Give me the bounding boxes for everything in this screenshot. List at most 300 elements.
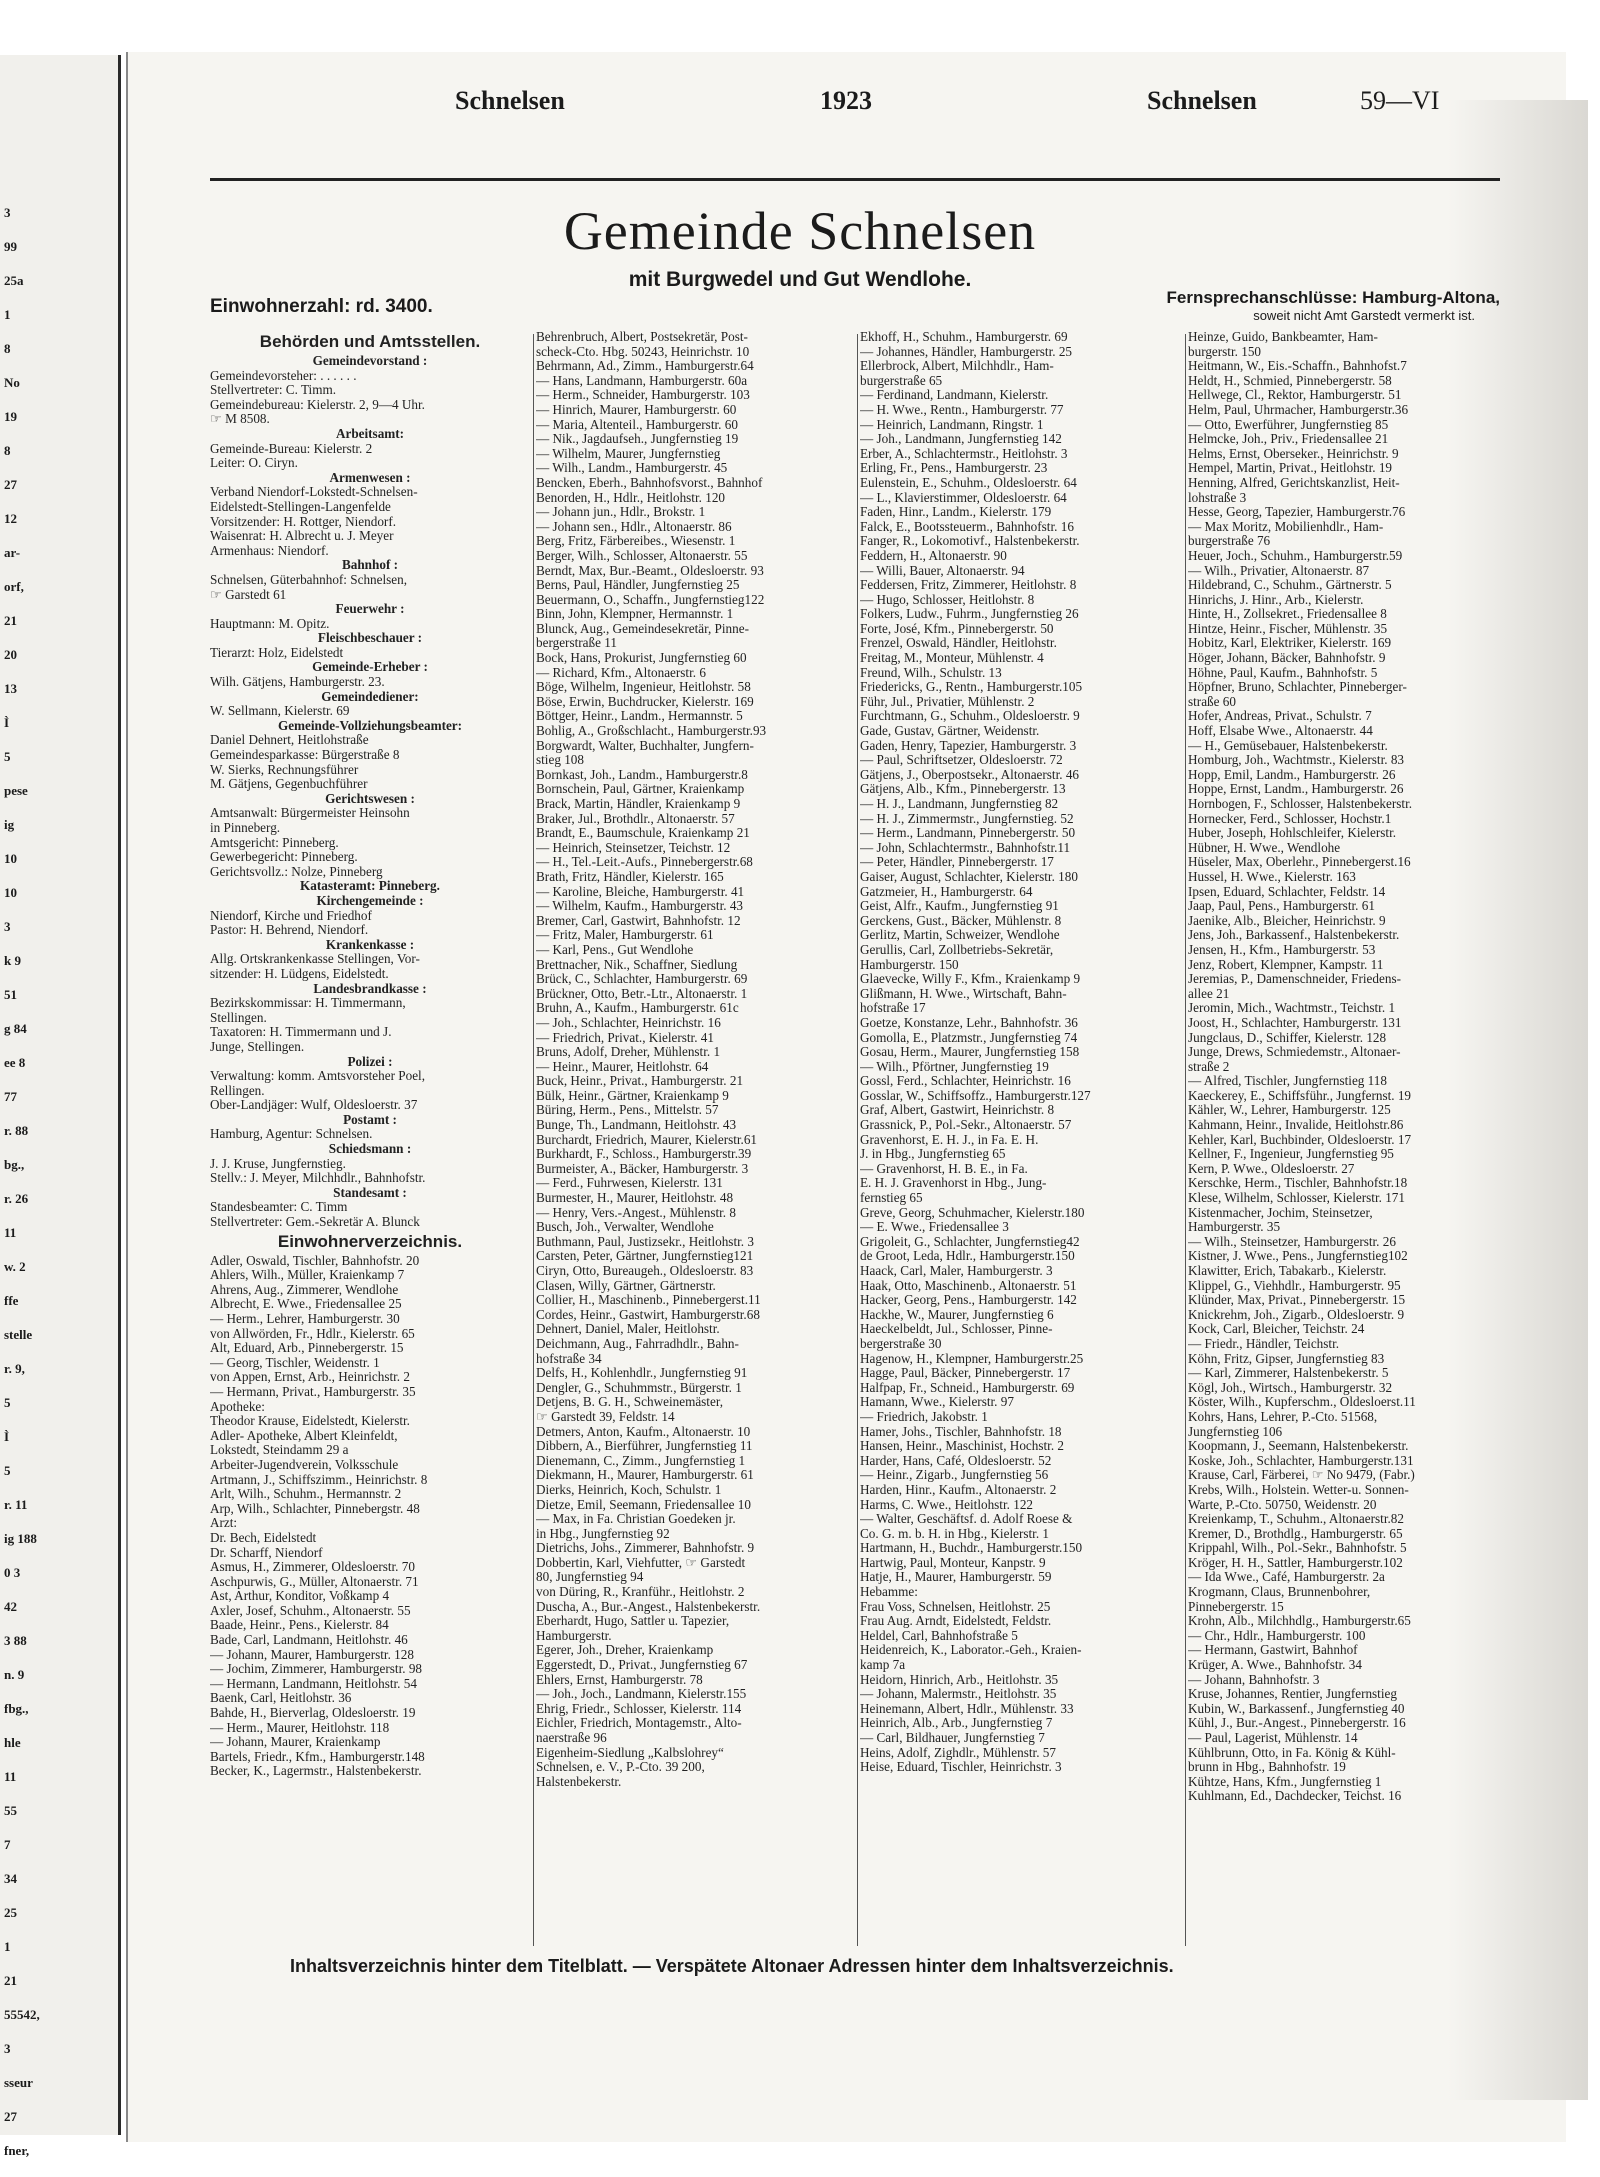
header-rule [210,178,1500,181]
directory-entry: straße 2 [1188,1059,1230,1074]
directory-entry: — Johann, Maurer, Hamburgerstr. 128 [210,1647,414,1662]
directory-entry: Bornkast, Joh., Landm., Hamburgerstr.8 [536,767,748,782]
directory-entry: naerstraße 96 [536,1731,607,1745]
directory-entry: — Wilhelm, Maurer, Jungfernstieg [536,446,721,461]
directory-entry: Friedericks, G., Rentn., Hamburgerstr.105 [860,680,1083,695]
directory-entry: Glißmann, H. Wwe., Wirtschaft, Bahn- [860,986,1067,1001]
directory-entry: — Georg, Tischler, Weidenstr. 1 [210,1355,380,1370]
margin-fragment: w. 2 [4,1259,26,1274]
directory-entry: Dietrichs, Johs., Zimmerer, Bahnhofstr. 9 [536,1541,755,1556]
directory-entry: Heidorn, Hinrich, Arb., Heitlohstr. 35 [860,1672,1059,1687]
directory-entry: Köhn, Fritz, Gipser, Jungfernstieg 83 [1188,1351,1385,1366]
directory-entry: Bornschein, Paul, Gärtner, Kraienkamp [536,782,745,797]
directory-entry: Burkhardt, F., Schloss., Hamburgerstr.39 [536,1147,752,1162]
directory-entry: Feddern, H., Altonaerstr. 90 [860,548,1007,563]
directory-entry: Gemeindesparkasse: Bürgerstraße 8 [210,748,400,763]
directory-entry: — Alfred, Tischler, Jungfernstieg 118 [1188,1074,1387,1089]
directory-entry: Forte, José, Kfm., Pinnebergerstr. 50 [860,621,1054,636]
margin-fragment: 12 [4,511,17,526]
directory-entry: Warte, P.-Cto. 50750, Weidenstr. 20 [1188,1497,1377,1512]
directory-entry: — Max, in Fa. Christian Goedeken jr. [536,1512,736,1527]
directory-entry: Büring, Herm., Pens., Mittelstr. 57 [536,1103,719,1118]
margin-fragment: 3 [4,2041,11,2056]
directory-entry: Tierarzt: Holz, Eidelstedt [210,645,344,660]
directory-entry: Jaap, Paul, Pens., Hamburgerstr. 61 [1188,899,1375,914]
directory-entry: — Wilh., Pförtner, Jungfernstieg 19 [860,1059,1049,1074]
subsection-heading: Fleischbeschauer : [317,631,423,646]
directory-entry: Dierks, Heinrich, Koch, Schulstr. 1 [536,1482,722,1497]
margin-fragment: 3 [4,919,11,934]
directory-entry: Feddersen, Fritz, Zimmerer, Heitlohstr. 8 [860,578,1077,593]
directory-entry: Dehnert, Daniel, Maler, Heitlohstr. [536,1322,720,1337]
directory-entry: Kohrs, Hans, Lehrer, P.-Cto. 51568, [1188,1409,1378,1424]
directory-entry: burgerstraße 76 [1188,534,1271,549]
directory-entry: Behrenbruch, Albert, Postsekretär, Post- [536,330,748,344]
subsection-heading: Bahnhof : [341,558,399,573]
directory-entry: Jenz, Robert, Klempner, Kampstr. 11 [1188,957,1384,972]
margin-fragment: stelle [4,1327,33,1342]
directory-entry: Glaevecke, Willy F., Kfm., Kraienkamp 9 [860,972,1081,987]
directory-entry: Gade, Gustav, Gärtner, Weidenstr. [860,724,1040,739]
directory-entry: Hopp, Emil, Landm., Hamburgerstr. 26 [1188,767,1396,782]
directory-entry: Stellvertreter: C. Timm. [210,383,337,398]
directory-entry: Allg. Ortskrankenkasse Stellingen, Vor- [210,952,420,967]
subsection-heading: Gemeinde-Vollziehungsbeamter: [277,718,463,733]
margin-fragment: g 84 [4,1021,27,1036]
column-divider [1185,334,1186,1946]
directory-entry: Cordes, Heinr., Gastwirt, Hamburgerstr.68 [536,1307,760,1322]
directory-entry: Graf, Albert, Gastwirt, Heinrichstr. 8 [860,1103,1055,1118]
margin-fragment: sseur [4,2075,33,2090]
directory-entry: Junge, Drews, Schmiedemstr., Altonaer- [1188,1045,1401,1060]
margin-fragment: 27 [4,2109,17,2124]
directory-entry: — Chr., Hdlr., Hamburgerstr. 100 [1188,1628,1366,1643]
directory-entry: Gossl, Ferd., Schlachter, Heinrichstr. 16 [860,1074,1071,1089]
directory-entry: — Johann, Maurer, Kraienkamp [210,1735,381,1750]
subsection-heading: Landesbrandkasse : [313,981,427,996]
margin-fragment: 8 [4,341,11,356]
directory-entry: burgerstraße 65 [860,373,943,388]
directory-entry: — Hermann, Privat., Hamburgerstr. 35 [210,1384,416,1399]
directory-entry: bergerstraße 11 [536,636,617,651]
directory-entry: Jaenike, Alb., Bleicher, Heinrichstr. 9 [1188,913,1386,928]
margin-fragment: 27 [4,477,17,492]
margin-fragment: 10 [4,885,17,900]
directory-entry: Hoppe, Ernst, Landm., Hamburgerstr. 26 [1188,782,1404,797]
directory-entry: Bade, Carl, Landmann, Heitlohstr. 46 [210,1633,408,1648]
subsection-heading: Polizei : [347,1054,393,1069]
directory-entry: Hacker, Georg, Pens., Hamburgerstr. 142 [860,1293,1077,1308]
margin-fragment: 55 [4,1803,17,1818]
margin-fragment: 13 [4,681,17,696]
directory-entry: Hebamme: [860,1585,918,1600]
directory-entry: Krüger, A. Wwe., Bahnhofstr. 34 [1188,1658,1362,1673]
directory-entry: M. Gätjens, Gegenbuchführer [210,777,368,792]
directory-entry: Berger, Wilh., Schlosser, Altonaerstr. 55 [536,548,748,563]
directory-entry: Grigoleit, G., Schlachter, Jungfernstieg42 [860,1234,1080,1249]
directory-entry: — Johann sen., Hdlr., Altonaerstr. 86 [536,519,732,534]
directory-entry: Dibbern, A., Bierführer, Jungfernstieg 11 [536,1439,753,1454]
directory-entry: Kock, Carl, Bleicher, Teichstr. 24 [1188,1322,1365,1337]
directory-entry: Stellv.: J. Meyer, Milchhdlr., Bahnhofstr. [210,1171,426,1186]
directory-entry: Kögl, Joh., Wirtsch., Hamburgerstr. 32 [1188,1380,1393,1395]
margin-fragment: 21 [4,1973,17,1988]
margin-fragment: 19 [4,409,17,424]
phone-note-detail: soweit nicht Amt Garstedt vermerkt ist. [1253,308,1475,323]
directory-entry: Clasen, Willy, Gärtner, Gärtnerstr. [536,1278,716,1293]
directory-entry: Faden, Hinr., Landm., Kielerstr. 179 [860,505,1052,520]
directory-entry: — Joh., Schlachter, Heinrichstr. 16 [536,1015,721,1030]
directory-entry: Kröger, H. H., Sattler, Hamburgerstr.102 [1188,1555,1403,1570]
margin-fragment: ee 8 [4,1055,26,1070]
directory-entry: Pinnebergerstr. 15 [1188,1599,1284,1614]
margin-fragment: 5 [4,1463,11,1478]
directory-entry: Halstenbekerstr. [536,1774,622,1789]
directory-entry: Heinemann, Albert, Hdlr., Mühlenstr. 33 [860,1701,1074,1716]
directory-entry: Goetze, Konstanze, Lehr., Bahnhofstr. 36 [860,1015,1078,1030]
margin-fragment: ig 188 [4,1531,37,1546]
margin-fragment: pese [4,783,28,798]
directory-entry: Ahlers, Wilh., Müller, Kraienkamp 7 [210,1268,405,1283]
directory-entry: — Richard, Kfm., Altonaerstr. 6 [536,665,706,680]
directory-entry: — Hermann, Gastwirt, Bahnhof [1188,1643,1358,1658]
margin-fragment: 34 [4,1871,17,1886]
directory-entry: Köster, Wilh., Kupferschm., Oldesloerst.11 [1188,1395,1416,1410]
directory-entry: Ober-Landjäger: Wulf, Oldesloerstr. 37 [210,1098,418,1113]
directory-entry: Hamann, Wwe., Kielerstr. 97 [860,1395,1014,1410]
directory-entry: Bock, Hans, Prokurist, Jungfernstieg 60 [536,651,747,666]
directory-entry: in Pinneberg. [210,821,281,835]
directory-entry: — Johann jun., Hdlr., Brokstr. 1 [536,505,706,520]
directory-entry: Deichmann, Aug., Fahrradhdlr., Bahn- [536,1336,739,1351]
directory-entry: Bencken, Eberh., Bahnhofsvorst., Bahnhof [536,475,763,490]
directory-entry: Arlt, Wilh., Schuhm., Hermannstr. 2 [210,1487,402,1502]
directory-entry: — H. Wwe., Rentn., Hamburgerstr. 77 [860,402,1064,417]
directory-entry: brunn in Hbg., Bahnhofstr. 19 [1188,1760,1346,1775]
directory-entry: Braker, Jul., Brothdlr., Altonaerstr. 57 [536,811,735,826]
directory-entry: bergerstraße 30 [860,1336,942,1351]
directory-entry: — Henry, Vers.-Angest., Mühlenstr. 8 [536,1205,736,1220]
directory-entry: Heldel, Carl, Bahnhofstraße 5 [860,1628,1018,1643]
directory-entry: Jeromin, Mich., Wachtmstr., Teichstr. 1 [1188,1001,1396,1016]
directory-entry: — John, Schlachtermstr., Bahnhofstr.11 [860,840,1071,855]
margin-fragment: 42 [4,1599,17,1614]
directory-entry: — Karl, Pens., Gut Wendlohe [536,942,694,957]
directory-entry: Hartwig, Paul, Monteur, Kanpstr. 9 [860,1555,1046,1570]
directory-entry: Heitmann, W., Eis.-Schaffn., Bahnhofst.7 [1188,359,1407,374]
directory-entry: Beuermann, O., Schaffn., Jungfernstieg122 [536,592,765,607]
margin-fragment: ffe [4,1293,19,1308]
directory-entry: Theodor Krause, Eidelstedt, Kielerstr. [210,1414,410,1429]
margin-fragment: hle [4,1735,21,1750]
directory-entry: Helm, Paul, Uhrmacher, Hamburgerstr.36 [1188,402,1409,417]
directory-entry: Brath, Fritz, Händler, Kielerstr. 165 [536,869,724,884]
directory-entry: — Karoline, Bleiche, Hamburgerstr. 41 [536,884,745,899]
directory-entry: Hintze, Heinr., Fischer, Mühlenstr. 35 [1188,621,1388,636]
directory-entry: Krause, Carl, Färberei, ☞ No 9479, (Fabr.) [1188,1468,1415,1483]
margin-fragment: r. 9, [4,1361,25,1376]
margin-fragment: orf, [4,579,24,594]
directory-entry: Klippel, G., Viehhdlr., Hamburgerstr. 95 [1188,1278,1401,1293]
directory-entry: Leiter: O. Ciryn. [210,456,298,471]
directory-entry: Bahde, H., Bierverlag, Oldesloerstr. 19 [210,1706,416,1721]
directory-entry: Knickrehm, Joh., Zigarb., Oldesloerstr. 9 [1188,1307,1405,1322]
directory-entry: Erber, A., Schlachtermstr., Heitlohstr. 3 [860,446,1068,461]
directory-entry: Folkers, Ludw., Fuhrm., Jungfernstieg 26 [860,607,1079,622]
directory-entry: lohstraße 3 [1188,490,1247,505]
directory-entry: Hobitz, Karl, Elektriker, Kielerstr. 169 [1188,636,1392,651]
directory-entry: Hornbogen, F., Schlosser, Halstenbekerstr. [1188,797,1413,811]
page-subtitle: mit Burgwedel und Gut Wendlohe. [628,268,972,291]
directory-entry: Kistner, J. Wwe., Pens., Jungfernstieg102 [1188,1249,1408,1264]
directory-entry: Waisenrat: H. Albrecht u. J. Meyer [210,529,394,544]
directory-entry: — H., Gemüsebauer, Halstenbekerstr. [1188,738,1388,753]
subsection-heading: Gemeindevorstand : [312,354,428,368]
directory-entry: — Heinrich, Steinsetzer, Teichstr. 12 [536,840,731,855]
column-divider [857,334,858,1946]
directory-entry: Verwaltung: komm. Amtsvorsteher Poel, [210,1069,426,1084]
directory-entry: Adler, Oswald, Tischler, Bahnhofstr. 20 [210,1253,420,1268]
directory-entry: Niendorf, Kirche und Friedhof [210,908,372,923]
directory-entry: Henning, Alfred, Gerichtskanzlist, Heit- [1188,475,1400,490]
directory-entry: Böge, Wilhelm, Ingenieur, Heitlohstr. 58 [536,680,751,695]
directory-entry: Benorden, H., Hdlr., Heitlohstr. 120 [536,490,726,505]
directory-entry: Geist, Alfr., Kaufm., Jungfernstieg 91 [860,899,1059,914]
directory-entry: — Friedr., Händler, Teichstr. [1188,1336,1340,1351]
directory-entry: Bartels, Friedr., Kfm., Hamburgerstr.148 [210,1749,425,1764]
directory-entry: Eggerstedt, D., Privat., Jungfernstieg 67 [536,1658,748,1673]
directory-entry: — Paul, Lagerist, Mühlenstr. 14 [1188,1731,1358,1745]
directory-entry: Haak, Otto, Maschinenb., Altonaerstr. 51 [860,1278,1077,1293]
directory-entry: Stellingen. [210,1010,267,1025]
directory-entry: J. in Hbg., Jungfernstieg 65 [860,1147,1006,1162]
directory-entry: — Herm., Landmann, Pinnebergerstr. 50 [860,826,1076,841]
directory-entry: Kruse, Johannes, Rentier, Jungfernstieg [1188,1687,1397,1702]
directory-entry: Becker, K., Lagermstr., Halstenbekerstr. [210,1764,422,1779]
directory-entry: — Herm., Lehrer, Hamburgerstr. 30 [210,1312,400,1326]
margin-fragment: r. 26 [4,1191,29,1206]
directory-entry: — Heinr., Zigarb., Jungfernstieg 56 [860,1468,1049,1483]
directory-entry: — Johann, Malermstr., Heitlohstr. 35 [860,1687,1057,1702]
directory-entry: Falck, E., Bootssteuerm., Bahnhofstr. 16 [860,519,1074,534]
directory-entry: Kubin, W., Barkassenf., Jungfernstieg 40 [1188,1701,1405,1716]
directory-entry: — Karl, Zimmerer, Halstenbekerstr. 5 [1188,1366,1389,1381]
directory-entry: — Max Moritz, Mobilienhdlr., Ham- [1188,519,1384,534]
margin-fragment: 25 [4,1905,17,1920]
directory-entry: Frau Voss, Schnelsen, Heitlohstr. 25 [860,1599,1051,1614]
directory-entry: — Fritz, Maler, Hamburgerstr. 61 [536,928,714,943]
directory-entry: Gemeindebureau: Kielerstr. 2, 9—4 Uhr. [210,397,425,412]
directory-entry: Heins, Adolf, Zighdlr., Mühlenstr. 57 [860,1745,1056,1760]
margin-fragment: r. 88 [4,1123,29,1138]
directory-entry: — Gravenhorst, H. B. E., in Fa. [860,1161,1028,1176]
directory-entry: Brack, Martin, Händler, Kraienkamp 9 [536,797,741,811]
directory-entry: Kähler, W., Lehrer, Hamburgerstr. 125 [1188,1103,1391,1118]
directory-entry: Hildebrand, C., Schuhm., Gärtnerstr. 5 [1188,578,1392,593]
directory-entry: Eigenheim-Siedlung „Kalbslohrey“ [536,1745,724,1760]
directory-entry: Bremer, Carl, Gastwirt, Bahnhofstr. 12 [536,913,741,928]
column-2 [536,330,854,1950]
margin-fragment: n. 9 [4,1667,25,1682]
directory-entry: Jeremias, P., Damenschneider, Friedens- [1188,972,1401,987]
directory-entry: Bohlig, A., Großschlacht., Hamburgerstr.93 [536,724,767,739]
margin-fragment: 51 [4,987,17,1002]
directory-entry: — Heinrich, Landmann, Ringstr. 1 [860,417,1044,432]
previous-page-margin [0,55,121,2158]
directory-entry: — Friedrich, Privat., Kielerstr. 41 [536,1030,714,1045]
directory-entry: Hamburg, Agentur: Schnelsen. [210,1127,373,1142]
margin-fragment: Ì [4,715,10,730]
page-footer-note: Inhaltsverzeichnis hinter dem Titelblatt. — Verspätete Altonaer Adressen hinter dem Inhaltsverzeichnis. [290,1956,1174,1976]
directory-entry: — Paul, Schriftsetzer, Oldesloerstr. 72 [860,753,1063,768]
directory-entry: Heinze, Guido, Bankbeamter, Ham- [1188,330,1378,344]
directory-entry: stieg 108 [536,753,584,768]
directory-entry: hofstraße 34 [536,1351,602,1366]
directory-entry: Arbeiter-Jugendverein, Volksschule [210,1457,399,1472]
directory-entry: Ellerbrock, Albert, Milchhdlr., Ham- [860,359,1054,374]
directory-entry: Harms, C. Wwe., Heitlohstr. 122 [860,1497,1034,1512]
directory-entry: Jens, Joh., Barkassenf., Halstenbekerstr. [1188,928,1400,943]
directory-entry: kamp 7a [860,1658,906,1673]
directory-entry: Hesse, Georg, Tapezier, Hamburgerstr.76 [1188,505,1406,520]
margin-fragment: 55542, [4,2007,40,2022]
directory-entry: Freund, Wilh., Schulstr. 13 [860,665,1002,680]
directory-entry: Ehrig, Friedr., Schlosser, Kielerstr. 114 [536,1701,742,1716]
phone-note-heading: Fernsprechanschlüsse: Hamburg-Altona, [1166,288,1500,307]
directory-entry: Detjens, B. G. H., Schweinemäster, [536,1395,723,1410]
directory-entry: Amtsgericht: Pinneberg. [210,835,339,850]
directory-entry: Harder, Hans, Café, Oldesloerstr. 52 [860,1453,1052,1468]
directory-entry: — Heinr., Maurer, Heitlohstr. 64 [536,1059,709,1074]
directory-entry: Fanger, R., Lokomotivf., Halstenbekerstr. [860,534,1080,549]
directory-entry: Berg, Fritz, Färbereibes., Wiesenstr. 1 [536,534,736,549]
margin-fragment: 7 [4,1837,11,1852]
directory-entry: Busch, Joh., Verwalter, Wendlohe [536,1220,714,1235]
directory-entry: Hatje, H., Maurer, Hamburgerstr. 59 [860,1570,1052,1585]
directory-entry: Bunge, Th., Landmann, Heitlohstr. 43 [536,1118,737,1133]
directory-entry: Gaden, Henry, Tapezier, Hamburgerstr. 3 [860,738,1077,753]
directory-entry: Dr. Bech, Eidelstedt [210,1530,317,1545]
directory-entry: Krippahl, Wilh., Pol.-Sekr., Bahnhofstr. 5 [1188,1541,1407,1556]
directory-entry: J. J. Kruse, Jungfernstieg. [210,1156,346,1171]
directory-entry: — H. J., Landmann, Jungfernstieg 82 [860,797,1059,811]
directory-entry: Burmeister, A., Bäcker, Hamburgerstr. 3 [536,1161,749,1176]
directory-entry: — Hermann, Landmann, Heitlohstr. 54 [210,1676,417,1691]
directory-entry: — Ida Wwe., Café, Hamburgerstr. 2a [1188,1570,1385,1585]
column-4 [1188,330,1510,1950]
directory-entry: Heinrich, Alb., Arb., Jungfernstieg 7 [860,1716,1053,1731]
directory-entry: Taxatoren: H. Timmermann und J. [210,1025,392,1040]
margin-fragment: No [4,375,20,390]
margin-fragment: 1 [4,1939,11,1954]
directory-entry: Artmann, J., Schiffszimm., Heinrichstr. 8 [210,1472,428,1487]
directory-entry: von Allwörden, Fr., Hdlr., Kielerstr. 65 [210,1326,415,1341]
directory-entry: Behrmann, Ad., Zimm., Hamburgerstr.64 [536,359,754,374]
subsection-heading: Gemeinde-Erheber : [312,660,428,675]
directory-entry: Blunck, Aug., Gemeindesekretär, Pinne- [536,621,749,636]
directory-entry: Ahrens, Aug., Zimmerer, Wendlohe [210,1282,399,1297]
directory-entry: Delfs, H., Kohlenhdlr., Jungfernstieg 91 [536,1366,748,1381]
margin-fragment: 77 [4,1089,17,1104]
directory-entry: ☞ Garstedt 39, Feldstr. 14 [536,1409,675,1424]
margin-fragment: 99 [4,239,17,254]
directory-entry: — Johannes, Händler, Hamburgerstr. 25 [860,344,1073,359]
margin-fragment: 20 [4,647,17,662]
directory-entry: Höpfner, Bruno, Schlachter, Pinneberger- [1188,680,1407,695]
directory-entry: Gosau, Herm., Maurer, Jungfernstieg 158 [860,1045,1080,1060]
directory-entry: Brandt, E., Baumschule, Kraienkamp 21 [536,826,750,841]
directory-entry: Berndt, Max, Bur.-Beamt., Oldesloerstr. 93 [536,563,764,578]
directory-entry: — Friedrich, Jakobstr. 1 [860,1409,988,1424]
margin-fragment: 8 [4,443,11,458]
directory-entry: Brück, C., Schlachter, Hamburgerstr. 69 [536,972,748,987]
directory-entry: Carsten, Peter, Gärtner, Jungfernstieg121 [536,1249,754,1264]
directory-entry: in Hbg., Jungfernstieg 92 [536,1526,670,1541]
margin-fragment: bg., [4,1157,25,1172]
directory-entry: Gomolla, E., Platzmstr., Jungfernstieg 74 [860,1030,1078,1045]
directory-entry: Baenk, Carl, Heitlohstr. 36 [210,1691,352,1706]
directory-entry: — Nik., Jagdaufseh., Jungfernstieg 19 [536,432,739,447]
directory-entry: Hofer, Andreas, Privat., Schulstr. 7 [1188,709,1372,724]
margin-fragment: 21 [4,613,17,628]
directory-entry: Junge, Stellingen. [210,1039,305,1054]
directory-entry: Jensen, H., Kfm., Hamburgerstr. 53 [1188,942,1376,957]
directory-entry: Freitag, M., Monteur, Mühlenstr. 4 [860,651,1044,666]
directory-entry: Burmester, H., Maurer, Heitlohstr. 48 [536,1191,734,1206]
directory-entry: de Groot, Leda, Hdlr., Hamburgerstr.150 [860,1249,1075,1264]
directory-entry: — Maria, Altenteil., Hamburgerstr. 60 [536,417,738,432]
directory-entry: — Joh., Joch., Landmann, Kielerstr.155 [536,1687,747,1702]
directory-entry: Erling, Fr., Pens., Hamburgerstr. 23 [860,461,1048,476]
directory-entry: scheck-Cto. Hbg. 50243, Heinrichstr. 10 [536,344,750,359]
margin-fragment: 5 [4,1395,11,1410]
directory-entry: Klawitter, Erich, Tabakarb., Kielerstr. [1188,1264,1387,1278]
directory-entry: Kühl, J., Bur.-Angest., Pinnebergerstr. 16 [1188,1716,1406,1731]
directory-entry: allee 21 [1188,986,1230,1001]
directory-entry: Arzt: [210,1516,238,1531]
directory-entry: Kern, P. Wwe., Oldesloerstr. 27 [1188,1161,1355,1176]
directory-entry: Hamburgerstr. 35 [1188,1220,1281,1235]
directory-entry: — H. J., Zimmermstr., Jungfernstieg. 52 [860,811,1074,826]
directory-entry: Duscha, A., Bur.-Angest., Halstenbekerstr. [536,1599,761,1614]
directory-entry: von Appen, Ernst, Arb., Heinrichstr. 2 [210,1370,410,1385]
directory-entry: Krohn, Alb., Milchhdlg., Hamburgerstr.65 [1188,1614,1411,1629]
directory-entry: Rellingen. [210,1083,265,1098]
subsection-heading: Feuerwehr : [335,602,405,617]
directory-entry: Hamer, Johs., Tischler, Bahnhofstr. 18 [860,1424,1062,1439]
directory-entry: Koske, Joh., Schlachter, Hamburgerstr.131 [1188,1453,1414,1468]
directory-entry: Halfpap, Fr., Schneid., Hamburgerstr. 69 [860,1380,1075,1395]
directory-entry: von Düring, R., Kranführ., Heitlohstr. 2 [536,1585,745,1600]
directory-entry: Gemeindevorsteher: . . . . . . [210,368,357,383]
directory-entry: Kühlbrunn, Otto, in Fa. König & Kühl- [1188,1745,1396,1760]
column-1 [210,330,530,1950]
directory-entry: Kellner, F., Ingenieur, Jungfernstieg 95 [1188,1147,1394,1162]
subsection-heading: Arbeitsamt: [335,426,405,441]
directory-entry: Helmcke, Joh., Priv., Friedensallee 21 [1188,432,1389,447]
directory-entry: Axler, Josef, Schuhm., Altonaerstr. 55 [210,1603,411,1618]
directory-entry: — Wilh., Landm., Hamburgerstr. 45 [536,461,728,476]
directory-entry: Hempel, Martin, Privat., Heitlohstr. 19 [1188,461,1393,476]
margin-fragment: 10 [4,851,17,866]
directory-entry: Kreienkamp, T., Schuhm., Altonaerstr.82 [1188,1512,1404,1527]
directory-entry: W. Sellmann, Kielerstr. 69 [210,704,350,719]
directory-entry: Hansen, Heinr., Maschinist, Hochstr. 2 [860,1439,1065,1454]
directory-entry: Gerichtsvollz.: Nolze, Pinneberg [210,864,383,879]
margin-fragment: ig [4,817,15,832]
directory-entry: Lokstedt, Steindamm 29 a [210,1443,349,1458]
margin-fragment: fner, [4,2143,30,2158]
